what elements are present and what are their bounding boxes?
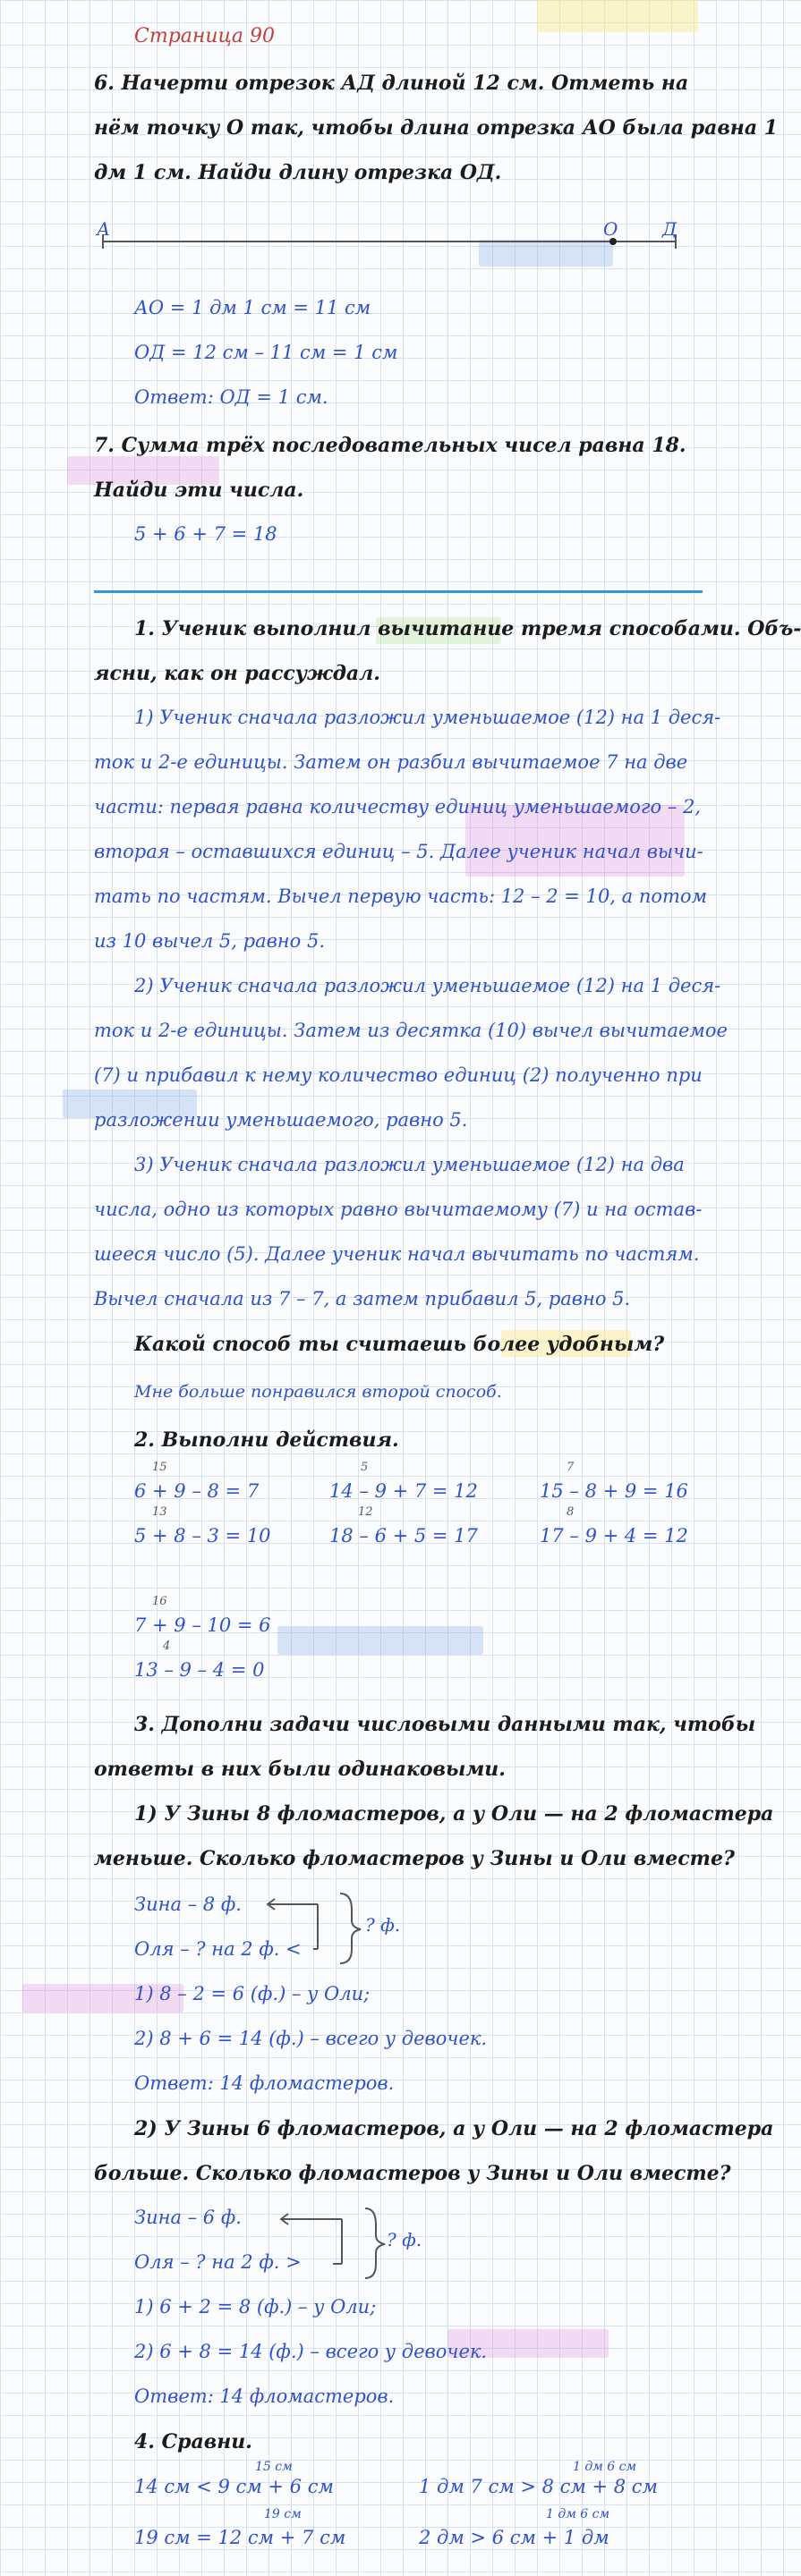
p3b-question-mark: ? ф.: [387, 2229, 422, 2250]
p4-hint: 15 см: [255, 2460, 293, 2474]
p3b-scheme: [277, 2205, 403, 2281]
p4-hint: 1 дм 6 см: [573, 2460, 637, 2474]
task6-line1: 6. Начерти отрезок АД длиной 12 см. Отметь на: [94, 72, 689, 95]
task6-line2: нём точку О так, чтобы длина отрезка АО была равна 1: [94, 116, 779, 140]
p3a-solution-2: 2) 8 + 6 = 14 (ф.) – всего у девочек.: [134, 2028, 488, 2049]
task7-line1: 7. Сумма трёх последовательных чисел равна 18.: [94, 434, 686, 457]
brace: [365, 2208, 385, 2278]
p3a-question-mark: ? ф.: [365, 1914, 401, 1936]
p2-hint: 7: [567, 1461, 575, 1474]
label-point-o: О: [603, 218, 618, 240]
p1-way1-line: части: первая равна количеству единиц уменьшаемого – 2,: [94, 796, 702, 818]
label-point-a: А: [97, 218, 111, 240]
p3b-line2: больше. Сколько фломастеров у Зины и Оли вместе?: [94, 2162, 731, 2185]
p2-hint: 5: [361, 1461, 369, 1474]
task6-solution-2: ОД = 12 см – 11 см = 1 см: [134, 342, 398, 363]
p1-question-line2: ясни, как он рассуждал.: [94, 662, 380, 685]
task6-solution-1: АО = 1 дм 1 см = 11 см: [134, 297, 371, 318]
task6-answer: Ответ: ОД = 1 см.: [134, 386, 328, 408]
p3b-line1: 2) У Зины 6 фломастеров, а у Оли — на 2 фломастера: [134, 2117, 774, 2140]
p2-title: 2. Выполни действия.: [134, 1428, 399, 1452]
p4-comparison: 19 см = 12 см + 7 см: [134, 2527, 346, 2548]
p1-way1-line: тать по частям. Вычел первую часть: 12 – 2 = 10, а потом: [94, 886, 707, 907]
p2-expression: 17 – 9 + 4 = 12: [540, 1525, 688, 1546]
highlight-mark: [537, 0, 698, 32]
p3a-short-zina: Зина – 8 ф.: [134, 1894, 242, 1915]
task7-line2: Найди эти числа.: [94, 479, 304, 502]
p3-title-line2: ответы в них были одинаковыми.: [94, 1758, 506, 1781]
p1-way1-line: ток и 2-е единицы. Затем он разбил вычитаемое 7 на две: [94, 751, 688, 773]
brace: [340, 1894, 361, 1963]
p3b-solution-2: 2) 6 + 8 = 14 (ф.) – всего у девочек.: [134, 2341, 488, 2362]
p1-way2-line: разложении уменьшаемого, равно 5.: [94, 1109, 468, 1131]
p2-expression: 5 + 8 – 3 = 10: [134, 1525, 271, 1546]
p1-way2-line: 2) Ученик сначала разложил уменьшаемое (12) на 1 деся-: [134, 975, 721, 996]
task6-line3: дм 1 см. Найди длину отрезка ОД.: [94, 161, 502, 184]
p2-hint: 8: [567, 1505, 575, 1519]
p4-comparison: 14 см < 9 см + 6 см: [134, 2476, 334, 2497]
p1-way2-line: (7) и прибавил к нему количество единиц (2) полученно при: [94, 1064, 703, 1086]
p3a-line2: меньше. Сколько фломастеров у Зины и Оли вместе?: [94, 1847, 735, 1870]
label-point-d: Д: [662, 218, 677, 240]
p3b-short-zina: Зина – 6 ф.: [134, 2207, 242, 2228]
p3a-solution-1: 1) 8 – 2 = 6 (ф.) – у Оли;: [134, 1983, 371, 2004]
section-divider: [94, 590, 703, 593]
p1-way1-line: вторая – оставшихся единиц – 5. Далее ученик начал вычи-: [94, 841, 703, 862]
p1-way1-line: из 10 вычел 5, равно 5.: [94, 930, 325, 952]
p1-way2-line: ток и 2-е единицы. Затем из десятка (10) вычел вычитаемое: [94, 1020, 728, 1041]
p1-question-convenient: Какой способ ты считаешь более удобным?: [134, 1333, 665, 1356]
p2-hint: 4: [163, 1640, 171, 1653]
p3a-line1: 1) У Зины 8 фломастеров, а у Оли — на 2 фломастера: [134, 1802, 774, 1826]
p3b-short-olya: Оля – ? на 2 ф. >: [134, 2251, 302, 2273]
p3-title-line1: 3. Дополни задачи числовыми данными так, чтобы: [134, 1713, 756, 1736]
p4-comparison: 1 дм 7 см > 8 см + 8 см: [419, 2476, 658, 2497]
p3b-answer: Ответ: 14 фломастеров.: [134, 2385, 395, 2407]
p1-way3-line: Вычел сначала из 7 – 7, а затем прибавил 5, равно 5.: [94, 1288, 631, 1309]
highlight-mark: [277, 1626, 483, 1655]
p3b-solution-1: 1) 6 + 2 = 8 (ф.) – у Оли;: [134, 2296, 377, 2318]
p4-hint: 19 см: [264, 2507, 302, 2521]
p2-hint: 15: [152, 1461, 167, 1474]
page-title: Страница 90: [134, 25, 276, 47]
p1-way3-line: 3) Ученик сначала разложил уменьшаемое (12) на два: [134, 1154, 685, 1175]
p2-hint: 12: [358, 1505, 373, 1519]
p3a-short-olya: Оля – ? на 2 ф. <: [134, 1938, 302, 1960]
p2-expression: 14 – 9 + 7 = 12: [329, 1480, 478, 1502]
p2-hint: 13: [152, 1505, 167, 1519]
p2-hint: 16: [152, 1595, 167, 1608]
p2-expression: 15 – 8 + 9 = 16: [540, 1480, 688, 1502]
p1-way3-line: шееся число (5). Далее ученик начал вычитать по частям.: [94, 1243, 700, 1265]
p4-hint: 1 дм 6 см: [546, 2507, 610, 2521]
p2-expression: 18 – 6 + 5 = 17: [329, 1525, 478, 1546]
p1-question-line1: 1. Ученик выполнил вычитание тремя способами. Объ-: [134, 617, 801, 640]
task7-solution: 5 + 6 + 7 = 18: [134, 523, 277, 545]
p4-comparison: 2 дм > 6 см + 1 дм: [419, 2527, 609, 2548]
p1-answer: Мне больше понравился второй способ.: [134, 1382, 502, 1402]
p1-way3-line: числа, одно из которых равно вычитаемому (7) и на остав-: [94, 1199, 703, 1220]
p2-expression: 13 – 9 – 4 = 0: [134, 1659, 265, 1681]
p1-way1-line: 1) Ученик сначала разложил уменьшаемое (12) на 1 деся-: [134, 707, 721, 728]
p4-title: 4. Сравни.: [134, 2430, 252, 2453]
p2-expression: 6 + 9 – 8 = 7: [134, 1480, 260, 1502]
p2-expression: 7 + 9 – 10 = 6: [134, 1614, 271, 1636]
p3a-answer: Ответ: 14 фломастеров.: [134, 2072, 395, 2094]
